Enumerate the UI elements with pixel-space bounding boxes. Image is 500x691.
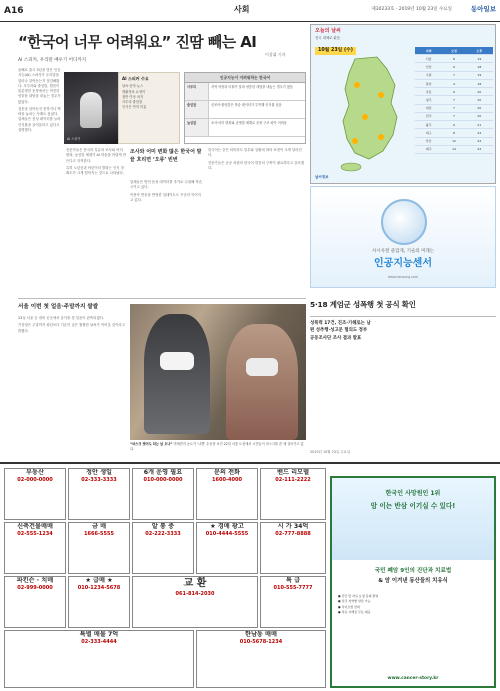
weather-box	[310, 24, 496, 184]
list-item: ● 전국 지역별 상담 가능	[338, 599, 371, 604]
temp-pm: 22	[477, 147, 482, 152]
ad-title: 정안 생일	[85, 469, 113, 476]
weather-row	[415, 146, 493, 154]
weather-table	[415, 47, 493, 177]
table-row	[185, 119, 305, 137]
sun-icon	[354, 82, 360, 88]
ad-title: 인공지능센서	[374, 258, 432, 269]
weather-row	[415, 129, 493, 137]
ad-middle	[332, 568, 494, 585]
classified-ad[interactable]	[196, 522, 258, 574]
ad-phone: 02-999-0000	[17, 585, 53, 592]
temp-pm: 20	[477, 114, 482, 119]
city: 제주	[425, 147, 432, 152]
paragraph: 이용자 반응을 반영한 업데이트도 꾸준히 이어지고 있다.	[130, 192, 201, 202]
ad-title: 파킨슨 · 치매	[16, 577, 54, 584]
ad-phone: 1600-4000	[212, 477, 242, 484]
table-cell-value: 신조어·줄임말은 학습 데이터가 부족해 인식률 낮음	[211, 103, 282, 108]
ad-url: www.cancer-story.kr	[387, 676, 439, 682]
table-cell-key: 높임말	[185, 119, 209, 136]
ad-line: 암 이는 반삼 이기실 수 있다!	[370, 502, 456, 510]
sun-icon	[362, 114, 368, 120]
ad-title: 금 매	[91, 523, 107, 530]
column-header: 오전	[451, 48, 457, 53]
ad-title: 시 가 34억	[277, 523, 309, 530]
city: 강릉	[425, 89, 432, 94]
classified-ad[interactable]	[4, 630, 194, 688]
ad-phone: 1666-5555	[84, 531, 114, 538]
ad-list	[338, 594, 488, 616]
classified-ad[interactable]	[260, 468, 326, 520]
temp-am: 7	[453, 73, 455, 78]
city: 광주	[425, 122, 432, 127]
ad-phone: 02-222-3333	[145, 531, 181, 538]
ai-difficulty-table	[184, 72, 306, 144]
page-number: A16	[4, 6, 24, 16]
paragraph: 기상청은 주말까지 평년보다 기온이 낮은 쌀쌀한 날씨가 이어질 것이라고 밝혔다.	[18, 323, 125, 333]
face-mask	[160, 352, 194, 370]
weather-row	[415, 105, 493, 113]
temp-am: 9	[453, 65, 455, 70]
mainland-shape	[343, 57, 397, 159]
classified-ad[interactable]	[132, 522, 194, 574]
ai-sensor-ad[interactable]	[310, 186, 496, 288]
ad-banner	[332, 478, 494, 560]
temp-pm: 21	[477, 122, 482, 127]
caption-text: 미세먼지 농도가 ‘나쁨’ 수준을 보인 22일 서울 도심에서 시민들이 마스크를 쓴 채 걸어가고 있다.	[130, 442, 304, 451]
story1-column-1	[18, 68, 62, 298]
ad-title: 문의 전화	[213, 469, 241, 476]
infobox-title: AI 스피커 수요	[122, 76, 149, 81]
ad-title: 교 환	[183, 578, 207, 589]
story1-column-4	[208, 148, 306, 298]
paragraph: 질문을 알아듣지 못하거나 맥락을 놓치는 사례도 잦았다. 업체들은 음성 데이터를 늘려 인식률을 끌어올리고 있다고 설명했다.	[18, 106, 61, 132]
table-row	[185, 83, 305, 101]
city: 인천	[425, 65, 432, 70]
sun-icon	[352, 138, 358, 144]
temp-am: 14	[452, 147, 456, 152]
table-cell-value: 지역 억양과 어휘가 달라 엉뚱한 대답을 내놓는 경우가 많음	[211, 85, 294, 90]
ad-phone: 010-4444-5555	[205, 531, 249, 538]
ai-infobox	[118, 72, 180, 144]
paragraph: 23일 서울 등 내륙 곳곳에서 올가을 첫 얼음이 관측되겠다.	[18, 316, 105, 320]
table-cell-key: 사투리	[185, 83, 209, 100]
caption-title: “마스크 벗어도 되는 날 오나”	[130, 442, 173, 446]
temp-am: 8	[453, 56, 455, 61]
classified-ad[interactable]	[68, 576, 130, 628]
story1-column-2	[66, 148, 126, 298]
jeju-shape	[341, 163, 361, 171]
ad-subtitle: & 암 이겨낸 동산들의 치유식	[378, 577, 448, 584]
infobox-line: 생활정보 요청이	[122, 89, 146, 94]
temp-pm: 20	[477, 89, 482, 94]
ad-title: 알 통 중	[151, 523, 175, 530]
weather-row	[415, 80, 493, 88]
sensor-device-icon	[381, 199, 427, 245]
story3-headline[interactable]: 서울 이번 첫 얼음·주말까지 쌀쌀	[18, 304, 99, 310]
ad-title: ★ 급매 ★	[85, 577, 113, 584]
weather-row	[415, 121, 493, 129]
paragraph: 업체들은 방언 음성 데이터를 추가로 수집해 학습시키고 있다.	[130, 180, 202, 190]
temp-pm: 19	[477, 56, 482, 61]
column-header: 오후	[476, 48, 483, 53]
temp-am: 4	[453, 81, 455, 86]
infobox-line: 날씨·음악·뉴스	[122, 84, 144, 89]
ad-phone: 02-333-4444	[81, 639, 117, 646]
ad-title: 6개 운영 필요	[143, 469, 183, 476]
weather-row	[415, 63, 493, 71]
temp-pm: 22	[477, 139, 482, 144]
story1-headline[interactable]: “한국어 너무 어려워요” 진땀 빼는 AI	[18, 33, 257, 51]
temp-am: 12	[452, 139, 456, 144]
temp-am: 7	[453, 114, 455, 119]
footer-date: 2019년 10월 23일 수요일	[310, 450, 351, 454]
ad-phone: 02-777-8888	[275, 531, 311, 538]
page-header	[0, 0, 500, 22]
ad-subtitle: 국민 폐암 9인의 진단과 치료법	[374, 568, 452, 574]
classified-ad[interactable]	[132, 468, 194, 520]
city: 수원	[425, 73, 432, 78]
weather-summary: 전국 대체로 맑음	[315, 36, 341, 40]
divider	[310, 316, 496, 317]
ad-phone: 02-333-3333	[81, 477, 117, 484]
classified-ad[interactable]	[196, 630, 326, 688]
paragraph: 특히 노년층과 어린이의 발화는 인식 정확도가 크게 떨어지는 것으로 나타났다.	[66, 165, 124, 176]
ad-title: 신축건물매매	[17, 523, 53, 530]
ad-phone: 02-555-1234	[17, 531, 53, 538]
issue-date: 제30233호 · 2019년 10월 23일 수요일	[371, 7, 452, 12]
story1-subhead: AI 스피커, 우리말 배우기 어디까지	[18, 58, 87, 63]
infobox-line: 사투리·줄임말	[122, 100, 143, 105]
classified-ad[interactable]	[196, 468, 258, 520]
city: 부산	[425, 139, 432, 144]
newspaper-logo[interactable]: 동아일보	[470, 5, 496, 13]
story2-subhead: 성폭력 17건, 진조·가해로는 남편 성추행·성고문 혐의도 정부 공동조사단 조사 결과 발표	[310, 321, 371, 341]
ai-speaker-photo	[64, 72, 118, 144]
story1-pullquote: 조사와 어미 변화 많은 한국어 말끝 흐리면 ‘오류’ 빈번	[130, 149, 202, 163]
list-item: ● 식이요법 안내	[338, 604, 360, 609]
table-row	[185, 101, 305, 119]
infobox-line: 절반 이상 차지	[122, 94, 144, 99]
ad-phone: 010-1234-5678	[77, 585, 121, 592]
sun-icon	[378, 92, 384, 98]
temp-am: 8	[453, 130, 455, 135]
temp-am: 7	[453, 106, 455, 111]
table-cell-key: 줄임말	[185, 101, 209, 118]
story2-column-1	[376, 320, 434, 446]
infobox-line: 인식은 아직 미흡	[122, 105, 147, 110]
city: 대구	[425, 130, 432, 135]
masked-citizens-photo	[130, 304, 306, 440]
temp-pm: 18	[477, 81, 482, 86]
temp-am: 9	[453, 122, 455, 127]
person-left	[144, 314, 210, 434]
paragraph: 한국어는 같은 의미라도 말투와 상황에 따라 표현이 크게 달라진다.	[208, 148, 302, 158]
city: 서울	[425, 56, 432, 61]
paragraph: 전문가들은 한국어 특유의 조사와 어미 변화, 높임말 체계가 AI 학습을 어렵게 만든다고 지적한다.	[66, 148, 126, 163]
story1-column-3	[130, 180, 202, 298]
story2-column-2	[438, 320, 496, 446]
city: 대전	[425, 106, 432, 111]
column-header: 지역	[425, 48, 432, 53]
weather-row	[415, 88, 493, 96]
section-name: 사회	[234, 5, 250, 14]
ad-line: 한국인 사망원인 1위	[385, 490, 441, 497]
classified-ad[interactable]	[4, 468, 66, 520]
city: 청주	[425, 98, 432, 102]
classified-ad[interactable]	[68, 522, 130, 574]
classified-ad[interactable]	[4, 576, 66, 628]
paragraph: 올해로 출시 3년을 맞은 인공지능(AI) 스피커가 우리말을 얼마나 알아듣는지 점검해봤다. 사투리와 줄임말, 발음이 불분명한 문장에서는 여전히 엉뚱한 대답을 내놓는 경우가 많았다.	[18, 68, 61, 104]
weather-row	[415, 138, 493, 146]
person-right	[226, 324, 298, 440]
ad-title: 한남동 매매	[244, 631, 278, 638]
table-title: 인공지능이 어려워하는 한국어	[185, 73, 305, 83]
paragraph: 전문가들은 공공 차원의 한국어 말뭉치 구축이 필요하다고 강조했다.	[208, 160, 304, 170]
temp-pm: 22	[477, 130, 482, 135]
list-item: ● 진단 및 자료 요청 문의 환영	[338, 594, 379, 598]
ad-url: www.hansung.com	[387, 275, 419, 279]
temp-am: 9	[453, 89, 455, 94]
cancer-book-ad[interactable]	[330, 476, 496, 688]
sun-icon	[378, 134, 384, 140]
classified-ad[interactable]	[260, 576, 326, 628]
city: 전주	[425, 114, 432, 119]
divider	[18, 298, 306, 299]
ad-phone: 010-000-0000	[143, 477, 183, 484]
temp-pm: 20	[477, 98, 482, 102]
story1-byline: 이상휘 기자	[265, 52, 286, 57]
table-cell-value: 조사·어미 변화와 존댓말 체계로 문장 구조 파악 어려움	[211, 121, 287, 126]
photo-label: AI 스피커	[67, 136, 81, 141]
korea-map	[325, 55, 411, 173]
weather-date: 10월 23일 (수)	[315, 47, 356, 55]
temp-pm: 18	[477, 65, 482, 70]
classified-ad[interactable]	[260, 522, 326, 574]
ad-phone: 02-000-0000	[17, 477, 53, 484]
story2-headline[interactable]: 5·18 계엄군 성폭행 첫 공식 확인	[310, 300, 416, 309]
ad-phone: 061-814-2030	[175, 590, 215, 597]
weather-title: 오늘의 날씨	[315, 28, 341, 34]
weather-row	[415, 72, 493, 80]
ad-title: 밴드 리모델	[276, 469, 310, 476]
photo-caption	[130, 442, 306, 452]
ad-phone: 010-555-7777	[273, 585, 313, 592]
ad-phone: 010-5678-1234	[239, 639, 283, 646]
ad-title: 특별 매물 7억	[79, 631, 119, 638]
temp-pm: 19	[477, 73, 482, 78]
ad-title: 특 급	[285, 577, 301, 584]
ad-title: ★ 경매 광고	[210, 523, 244, 530]
weather-row	[415, 55, 493, 63]
classified-ad[interactable]	[68, 468, 130, 520]
temp-pm: 20	[477, 106, 482, 111]
city: 춘천	[425, 81, 432, 86]
classified-ad[interactable]	[132, 576, 258, 628]
ad-phone: 02-111-2222	[275, 477, 311, 484]
weather-table-header	[415, 47, 493, 55]
speaker-device	[80, 92, 102, 128]
ad-title: 부동산	[26, 469, 44, 476]
face-mask	[246, 358, 278, 376]
list-item: ● 치유 사례집 무료 제공	[338, 610, 371, 615]
weather-row	[415, 96, 493, 104]
ad-tagline: 사시사철 즐겁게, 기술의 미래는	[371, 249, 435, 254]
classified-ad[interactable]	[4, 522, 66, 574]
weather-row	[415, 113, 493, 121]
temp-am: 7	[453, 98, 455, 102]
weather-logo: 날씨정보	[315, 175, 329, 179]
story3-column	[18, 316, 126, 456]
